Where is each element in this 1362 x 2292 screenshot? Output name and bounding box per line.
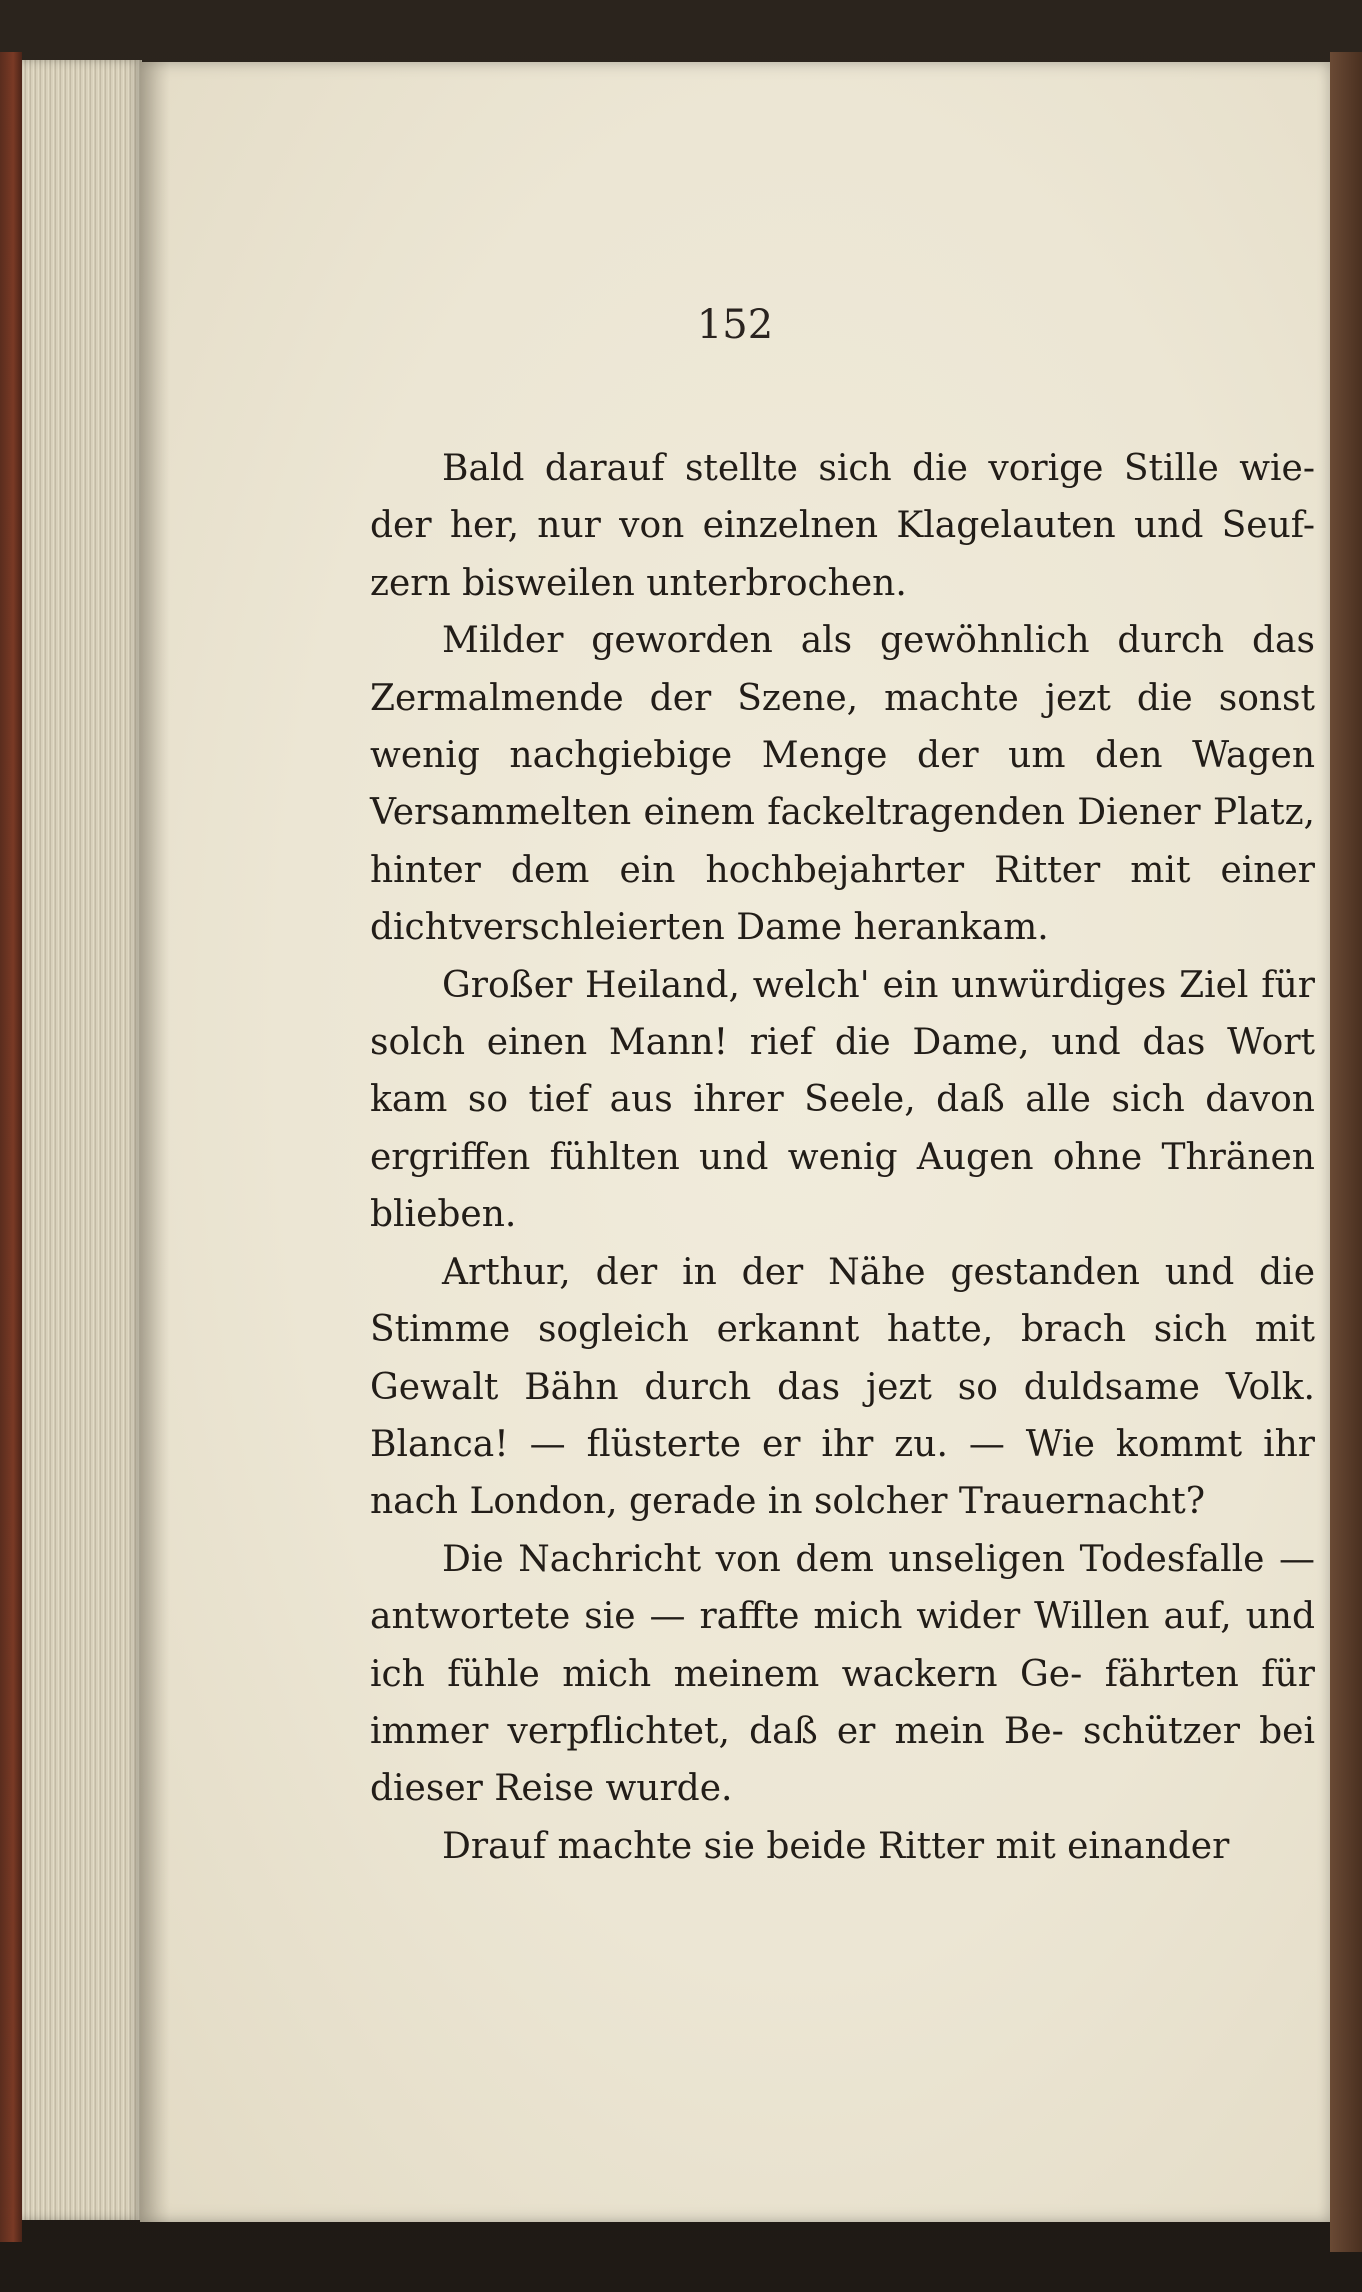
body-text [370, 440, 1315, 1875]
paragraph-2: Milder geworden als gewöhnlich durch das Zermalmende der Szene, machte jezt die sonst wenig nachgiebige Menge der um den Wagen Versammelten einem fackeltragenden Diener Platz, hinter dem ein hochbejahrter Ritter mit einer dichtverschleierten Dame herankam. [370, 620, 1315, 949]
paragraph-4: Arthur, der in der Nähe gestanden und die Stimme sogleich erkannt hatte, brach sich mit Gewalt Bähn durch das jezt so duldsame Volk. Blanca! — flüsterte er ihr zu. — Wie kommt ihr nach London, gerade in solcher Trauernacht? [370, 1251, 1315, 1523]
book-cover-edge [0, 52, 22, 2242]
paragraph-6: Drauf machte sie beide Ritter mit einander [442, 1825, 1230, 1867]
gutter-shadow [140, 62, 170, 2222]
book-page [140, 62, 1330, 2222]
paragraph-5: Die Nachricht von dem unseligen Todesfalle — antwortete sie — raffte mich wider Willen auf, und ich fühle mich meinem wackern Ge- fährten für immer verpflichtet, daß er mein Be- schützer bei dieser Reise wurde. [370, 1538, 1315, 1810]
page-stack-edge [22, 60, 142, 2220]
paragraph-3: Großer Heiland, welch' ein unwürdiges Ziel für solch einen Mann! rief die Dame, und das Wort kam so tief aus ihrer Seele, daß alle sich davon ergriffen fühlten und wenig Augen ohne Thränen blieben. [370, 964, 1315, 1236]
book-cover-right-edge [1330, 52, 1362, 2252]
paragraph-1: Bald darauf stellte sich die vorige Stille wie- der her, nur von einzelnen Klagelauten und Seuf- zern bisweilen unterbrochen. [370, 448, 1315, 604]
page-number: 152 [696, 302, 774, 348]
